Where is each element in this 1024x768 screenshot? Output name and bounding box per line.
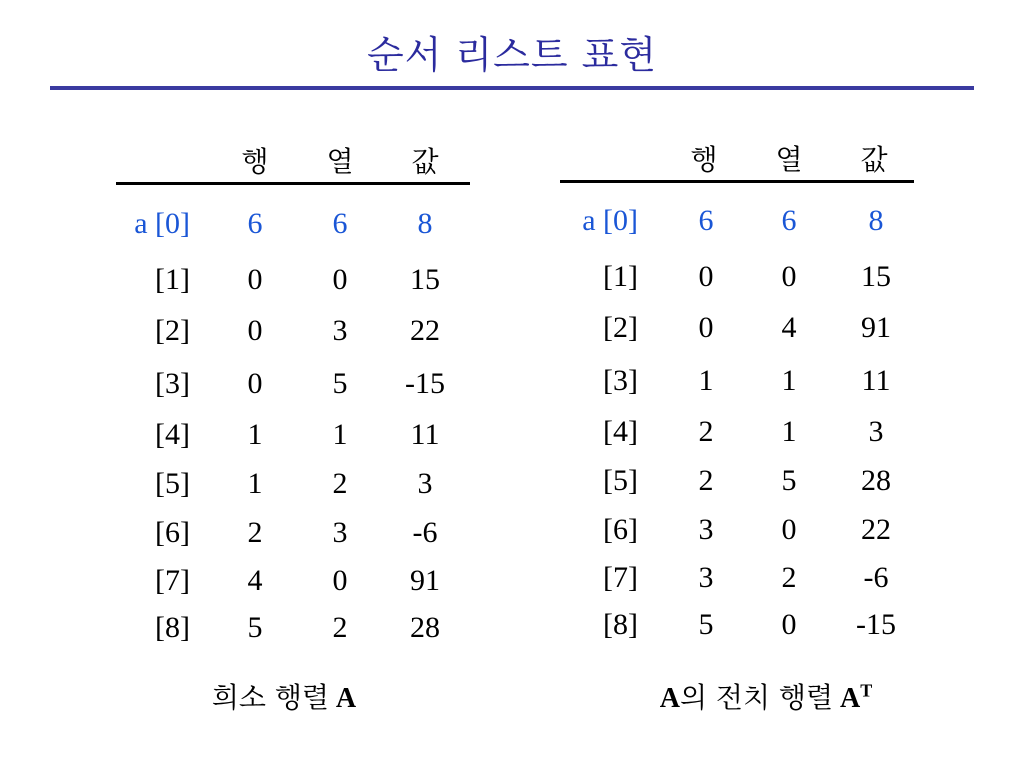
index-cell: [6] [155, 516, 190, 549]
col-count-cell: 6 [781, 204, 797, 237]
value-cell: 22 [410, 314, 440, 347]
row-cell: 0 [698, 311, 714, 344]
col-cell: 5 [332, 367, 348, 400]
value-cell: 28 [861, 464, 891, 497]
value-cell: -6 [863, 561, 889, 594]
col-cell: 1 [781, 415, 797, 448]
row-cell: 3 [698, 561, 714, 594]
row-cell: 5 [698, 608, 714, 641]
header-divider [560, 180, 914, 183]
row-cell: 2 [247, 516, 263, 549]
index-cell: [4] [155, 418, 190, 451]
value-cell: 3 [417, 467, 433, 500]
value-cell: 11 [861, 364, 891, 397]
index-cell: [6] [603, 513, 638, 546]
index-cell: [8] [155, 611, 190, 644]
col-cell: 1 [781, 364, 797, 397]
header-row-label: 행 [241, 145, 269, 178]
row-cell: 2 [698, 464, 714, 497]
caption-text: 희소 행렬 [211, 681, 329, 714]
index-cell: a [0] [134, 207, 190, 240]
col-cell: 0 [332, 263, 348, 296]
col-cell: 1 [332, 418, 348, 451]
index-cell: a [0] [582, 204, 638, 237]
sparse-matrix-caption [212, 676, 356, 716]
col-cell: 5 [781, 464, 797, 497]
value-cell: 28 [410, 611, 440, 644]
caption-variable: A [840, 683, 861, 714]
col-cell: 0 [781, 513, 797, 546]
row-cell: 0 [698, 260, 714, 293]
index-cell: [3] [603, 364, 638, 397]
caption-variable: A [335, 683, 357, 714]
value-cell: 11 [410, 418, 440, 451]
value-cell: -15 [856, 608, 896, 641]
index-cell: [5] [155, 467, 190, 500]
col-cell: 4 [781, 311, 797, 344]
header-col-label: 열 [326, 145, 354, 178]
col-cell: 2 [781, 561, 797, 594]
value-cell: 22 [861, 513, 891, 546]
value-cell: 15 [410, 263, 440, 296]
header-col-label: 열 [775, 143, 803, 176]
page-title: 순서 리스트 표현 [366, 33, 658, 77]
row-count-cell: 6 [698, 204, 714, 237]
index-cell: [1] [603, 260, 638, 293]
col-cell: 3 [332, 516, 348, 549]
header-divider [116, 182, 470, 185]
caption-variable: A [659, 683, 680, 714]
index-cell: [2] [603, 311, 638, 344]
value-cell: 15 [861, 260, 891, 293]
row-cell: 0 [247, 314, 263, 347]
header-value-label: 값 [411, 145, 439, 178]
row-cell: 0 [247, 367, 263, 400]
col-cell: 2 [332, 467, 348, 500]
term-count-cell: 8 [417, 207, 433, 240]
row-cell: 1 [247, 418, 263, 451]
index-cell: [5] [603, 464, 638, 497]
value-cell: 91 [410, 564, 440, 597]
index-cell: [2] [155, 314, 190, 347]
row-cell: 3 [698, 513, 714, 546]
col-count-cell: 6 [332, 207, 348, 240]
index-cell: [8] [603, 608, 638, 641]
value-cell: 91 [861, 311, 891, 344]
col-cell: 3 [332, 314, 348, 347]
row-cell: 2 [698, 415, 714, 448]
value-cell: -15 [405, 367, 445, 400]
col-cell: 2 [332, 611, 348, 644]
title-divider [50, 86, 974, 90]
header-row-label: 행 [690, 143, 718, 176]
row-cell: 0 [247, 263, 263, 296]
caption-superscript: T [860, 680, 873, 701]
row-cell: 4 [247, 564, 263, 597]
index-cell: [3] [155, 367, 190, 400]
row-count-cell: 6 [247, 207, 263, 240]
index-cell: [7] [603, 561, 638, 594]
row-cell: 5 [247, 611, 263, 644]
row-cell: 1 [698, 364, 714, 397]
col-cell: 0 [781, 260, 797, 293]
col-cell: 0 [332, 564, 348, 597]
index-cell: [4] [603, 415, 638, 448]
caption-text: 의 전치 행렬 [679, 681, 834, 714]
row-cell: 1 [247, 467, 263, 500]
term-count-cell: 8 [868, 204, 884, 237]
index-cell: [1] [155, 263, 190, 296]
index-cell: [7] [155, 564, 190, 597]
col-cell: 0 [781, 608, 797, 641]
header-value-label: 값 [860, 143, 888, 176]
transpose-matrix-caption [660, 676, 873, 716]
value-cell: -6 [412, 516, 438, 549]
value-cell: 3 [868, 415, 884, 448]
